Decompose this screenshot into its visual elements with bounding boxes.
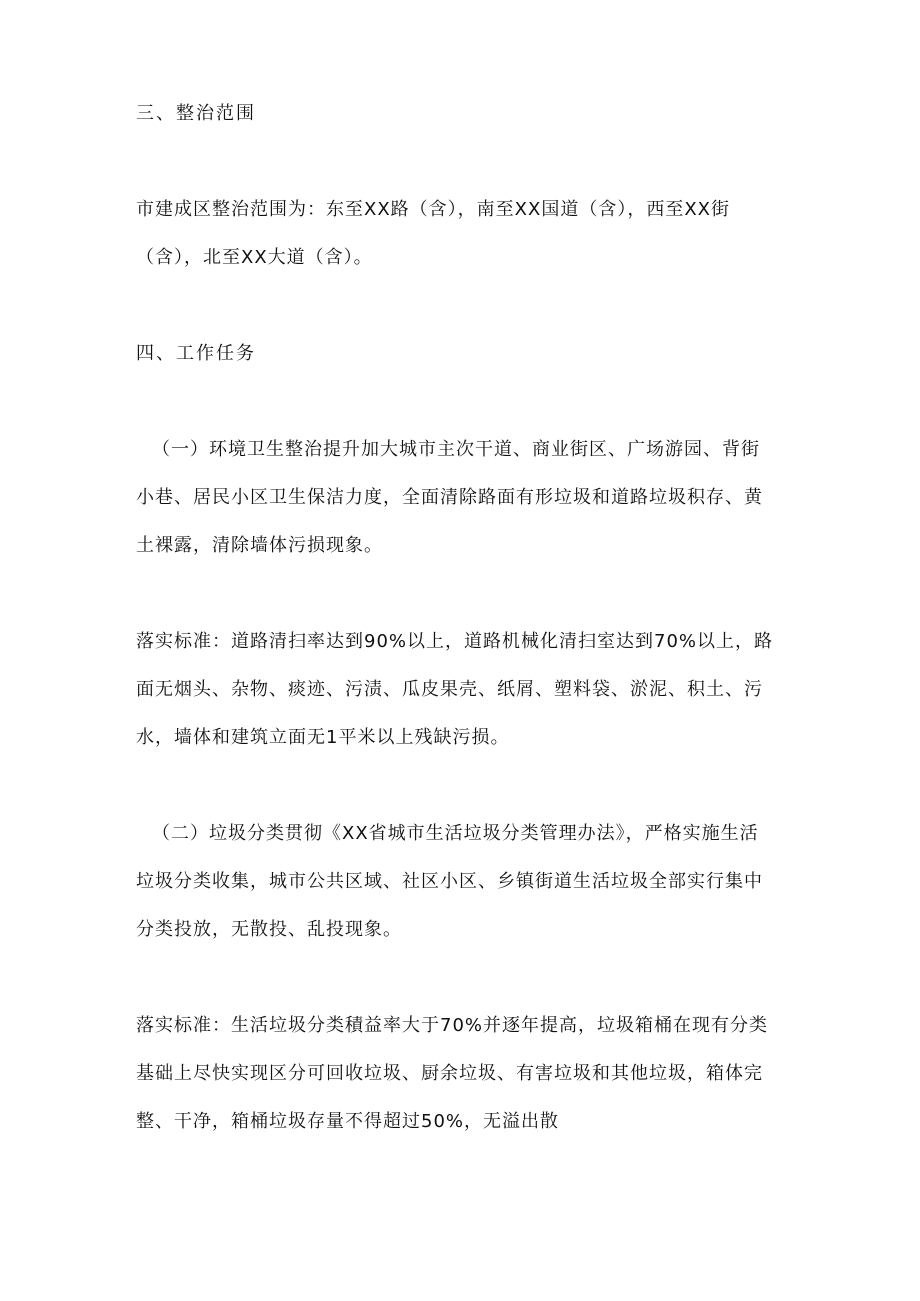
task2-text-line: 垃圾分类收集，城市公共区域、社区小区、乡镇街道生活垃圾全部实行集中 [136, 871, 763, 892]
task2-text-line: （二）垃圾分类贯彻《XX省城市生活垃圾分类管理办法》，严格实施生活 [152, 823, 759, 844]
section-heading-scope: 三、整治范围 [136, 103, 256, 124]
scope-text-line: （含），北至XX大道（含）。 [136, 247, 373, 268]
standard2-text-line: 整、干净，箱桶垃圾存量不得超过50%，无溢出散 [136, 1111, 560, 1132]
task2-text-line: 分类投放，无散投、乱投现象。 [136, 919, 402, 940]
task1-text-line: 土裸露，清除墙体污损现象。 [136, 535, 383, 556]
standard2-text-line: 基础上尽快实现区分可回收垃圾、厨余垃圾、有害垃圾和其他垃圾，箱体完 [136, 1063, 763, 1084]
standard2-text-line: 落实标准：生活垃圾分类積益率大于70%并逐年提高，垃圾箱桶在现有分类 [136, 1015, 769, 1036]
task1-text-line: 小巷、居民小区卫生保洁力度，全面清除路面有形垃圾和道路垃圾积存、黄 [136, 487, 763, 508]
task1-text-line: （一）环境卫生整治提升加大城市主次干道、商业街区、广场游园、背街 [152, 439, 760, 460]
section-heading-tasks: 四、工作任务 [136, 343, 256, 364]
standard1-text-line: 落实标准：道路清扫率达到90%以上，道路机械化清扫室达到70%以上，路 [136, 631, 774, 652]
standard1-text-line: 水，墙体和建筑立面无1平米以上残缺污损。 [136, 727, 510, 748]
scope-text-line: 市建成区整治范围为：东至XX路（含），南至XX国道（含），西至XX街 [136, 199, 730, 220]
standard1-text-line: 面无烟头、杂物、痰迹、污渍、瓜皮果壳、纸屑、塑料袋、淤泥、积土、污 [136, 679, 763, 700]
